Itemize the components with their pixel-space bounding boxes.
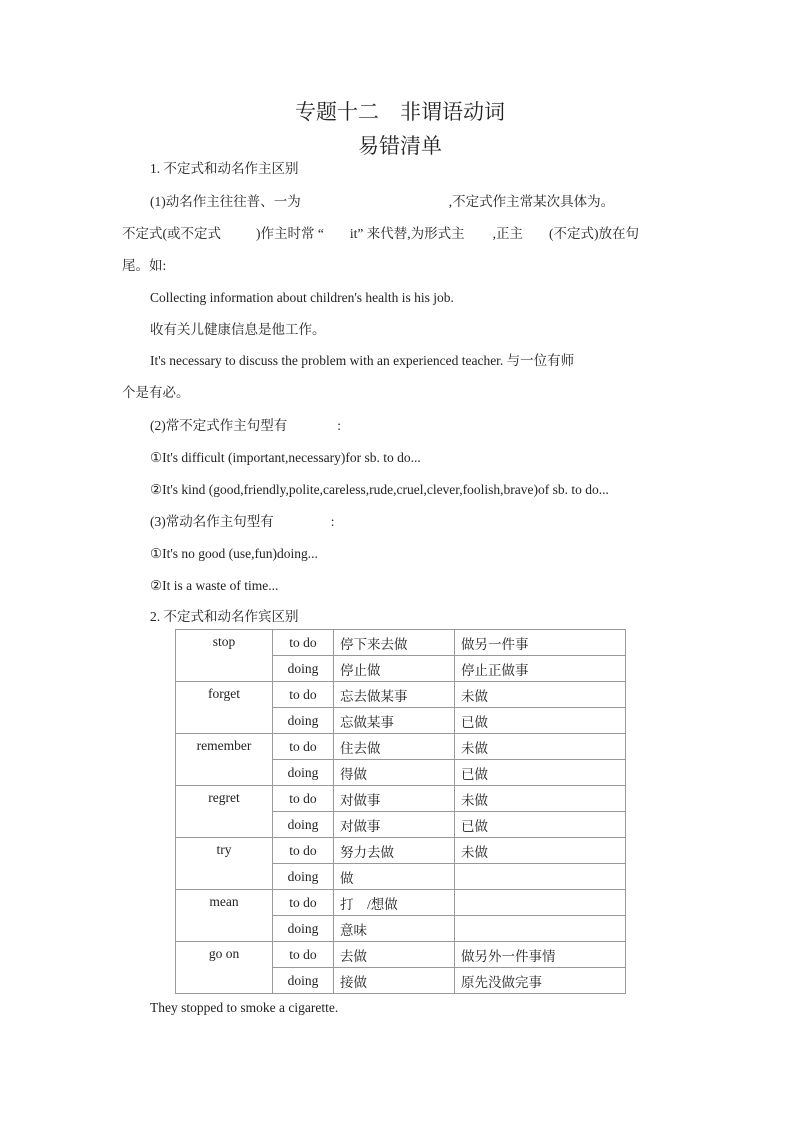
table-row (176, 630, 626, 656)
verb-cell: regret (176, 786, 273, 838)
example1-english: Collecting information about children's health is his job. (150, 290, 454, 305)
form-cell: doing (273, 968, 334, 994)
note-cell (455, 864, 626, 890)
meaning-cell: 打 /想做 (334, 890, 455, 916)
example2-chinese: 个是有必。 (122, 385, 190, 400)
meaning-cell: 对做事 (334, 786, 455, 812)
table-row (176, 734, 626, 760)
section1-line3: 尾。如: (122, 258, 167, 273)
note-cell: 原先没做完事 (455, 968, 626, 994)
verb-cell: stop (176, 630, 273, 682)
note-cell (455, 890, 626, 916)
meaning-cell: 对做事 (334, 812, 455, 838)
verb-cell: mean (176, 890, 273, 942)
line2-part-c: it” 来代替,为形式主 (349, 226, 465, 241)
table-row (176, 942, 626, 968)
meaning-cell: 停下来去做 (334, 630, 455, 656)
subsection2-item2: ②It's kind (good,friendly,polite,careless,rude,cruel,clever,foolish,brave)of sb. to do... (150, 482, 609, 497)
meaning-cell: 去做 (334, 942, 455, 968)
form-cell: to do (273, 890, 334, 916)
subsection3-item2: ②It is a waste of time... (150, 578, 279, 593)
verb-table-body (176, 630, 626, 994)
meaning-cell: 意味 (334, 916, 455, 942)
meaning-cell: 忘做某事 (334, 708, 455, 734)
meaning-cell: 接做 (334, 968, 455, 994)
line1-part-b: ,不定式作主常某次具体为。 (448, 194, 615, 209)
note-cell: 已做 (455, 708, 626, 734)
line2-part-e: (不定式)放在句 (549, 226, 639, 241)
subsection3-heading (150, 513, 335, 531)
section1-line1 (150, 193, 614, 211)
form-cell: to do (273, 682, 334, 708)
section2-heading: 2. 不定式和动名作宾区别 (150, 609, 299, 624)
form-cell: doing (273, 760, 334, 786)
verb-comparison-table (175, 629, 626, 994)
page-title: 专题十二 非谓语动词 (295, 100, 505, 124)
meaning-cell: 停止做 (334, 656, 455, 682)
note-cell: 做另一件事 (455, 630, 626, 656)
example2-english: It's necessary to discuss the problem with an experienced teacher. 与一位有师 (150, 353, 575, 368)
form-cell: doing (273, 708, 334, 734)
note-cell: 未做 (455, 786, 626, 812)
table-row (176, 890, 626, 916)
verb-cell: forget (176, 682, 273, 734)
subsection2-colon: : (337, 418, 342, 433)
form-cell: doing (273, 812, 334, 838)
form-cell: doing (273, 656, 334, 682)
section1-heading: 1. 不定式和动名作主区别 (150, 161, 299, 176)
form-cell: to do (273, 942, 334, 968)
meaning-cell: 做 (334, 864, 455, 890)
meaning-cell: 忘去做某事 (334, 682, 455, 708)
line2-part-b: )作主时常 “ (256, 226, 324, 241)
subsection2-label: (2)常不定式作主句型有 (150, 418, 288, 433)
subsection3-label: (3)常动名作主句型有 (150, 514, 274, 529)
verb-cell: go on (176, 942, 273, 994)
form-cell: doing (273, 916, 334, 942)
verb-cell: remember (176, 734, 273, 786)
form-cell: to do (273, 630, 334, 656)
subsection2-item1: ①It's difficult (important,necessary)for sb. to do... (150, 450, 421, 465)
form-cell: to do (273, 734, 334, 760)
subsection3-item1: ①It's no good (use,fun)doing... (150, 546, 318, 561)
subsection3-colon: : (330, 514, 335, 529)
table-row (176, 786, 626, 812)
table-row (176, 682, 626, 708)
note-cell (455, 916, 626, 942)
form-cell: doing (273, 864, 334, 890)
example1-chinese: 收有关儿健康信息是他工作。 (150, 322, 326, 337)
note-cell: 已做 (455, 812, 626, 838)
meaning-cell: 努力去做 (334, 838, 455, 864)
note-cell: 未做 (455, 838, 626, 864)
table-row (176, 838, 626, 864)
page-subtitle: 易错清单 (358, 134, 442, 158)
note-cell: 未做 (455, 682, 626, 708)
subsection2-heading (150, 417, 341, 435)
note-cell: 已做 (455, 760, 626, 786)
form-cell: to do (273, 838, 334, 864)
verb-cell: try (176, 838, 273, 890)
meaning-cell: 得做 (334, 760, 455, 786)
meaning-cell: 住去做 (334, 734, 455, 760)
line2-part-a: 不定式(或不定式 (122, 226, 221, 241)
line2-part-d: ,正主 (492, 226, 523, 241)
section1-line2 (122, 225, 639, 243)
note-cell: 未做 (455, 734, 626, 760)
line1-part-a: (1)动名作主往往普、一为 (150, 194, 301, 209)
note-cell: 做另外一件事情 (455, 942, 626, 968)
note-cell: 停止正做事 (455, 656, 626, 682)
form-cell: to do (273, 786, 334, 812)
footer-example: They stopped to smoke a cigarette. (150, 1000, 339, 1015)
